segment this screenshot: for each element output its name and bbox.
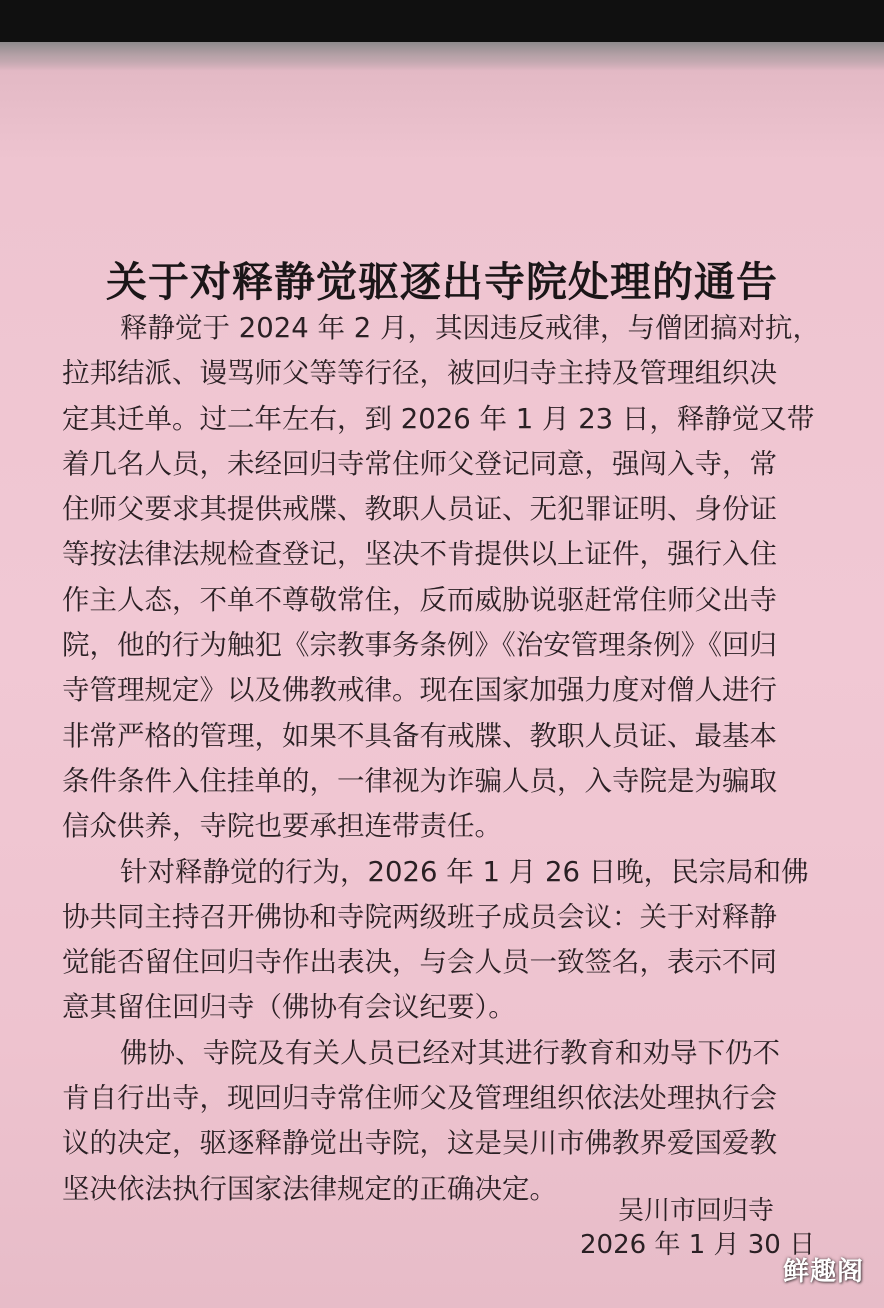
text-line: 议的决定，驱逐释静觉出寺院，这是吴川市佛教界爱国爱教 bbox=[62, 1127, 777, 1160]
signature-date: 2026 年 1 月 30 日 bbox=[580, 1230, 816, 1260]
notice-title: 关于对释静觉驱逐出寺院处理的通告 bbox=[106, 258, 778, 306]
text-line: 非常严格的管理，如果不具备有戒牒、教职人员证、最基本 bbox=[62, 719, 777, 752]
text-line: 信众供养，寺院也要承担连带责任。 bbox=[62, 810, 502, 843]
text-line: 条件条件入住挂单的，一律视为诈骗人员，入寺院是为骗取 bbox=[62, 764, 777, 797]
text-line: 针对释静觉的行为，2026 年 1 月 26 日晚，民宗局和佛 bbox=[120, 855, 809, 888]
text-line: 作主人态，不单不尊敬常住，反而威胁说驱赶常住师父出寺 bbox=[62, 583, 777, 616]
text-line: 佛协、寺院及有关人员已经对其进行教育和劝导下仍不 bbox=[120, 1036, 780, 1069]
text-line: 拉邦结派、谩骂师父等等行径，被回归寺主持及管理组织决 bbox=[62, 357, 777, 390]
text-line: 住师父要求其提供戒牒、教职人员证、无犯罪证明、身份证 bbox=[62, 493, 777, 526]
text-line: 坚决依法执行国家法律规定的正确决定。 bbox=[62, 1172, 557, 1205]
text-line: 协共同主持召开佛协和寺院两级班子成员会议：关于对释静 bbox=[62, 900, 777, 933]
text-line: 肯自行出寺，现回归寺常住师父及管理组织依法处理执行会 bbox=[62, 1082, 777, 1115]
text-line: 觉能否留住回归寺作出表决，与会人员一致签名，表示不同 bbox=[62, 946, 777, 979]
text-line: 等按法律法规检查登记，坚决不肯提供以上证件，强行入住 bbox=[62, 538, 777, 571]
text-line: 着几名人员，未经回归寺常住师父登记同意，强闯入寺，常 bbox=[62, 447, 777, 480]
watermark-logo: 鲜趣阁 bbox=[782, 1257, 864, 1287]
text-line: 意其留住回归寺（佛协有会议纪要）。 bbox=[62, 991, 516, 1024]
paragraph-3 bbox=[62, 1031, 884, 1212]
text-line: 定其迁单。过二年左右，到 2026 年 1 月 23 日，释静觉又带 bbox=[62, 402, 815, 435]
notice-body bbox=[62, 306, 884, 1212]
signature-org: 吴川市回归寺 bbox=[618, 1196, 775, 1226]
text-line: 释静觉于 2024 年 2 月，其因违反戒律，与僧团搞对抗， bbox=[120, 312, 820, 344]
text-line: 寺管理规定》以及佛教戒律。现在国家加强力度对僧人进行 bbox=[62, 674, 777, 707]
top-dark-band bbox=[0, 0, 884, 42]
paragraph-1 bbox=[62, 306, 884, 850]
paragraph-2 bbox=[62, 850, 884, 1031]
text-line: 院，他的行为触犯《宗教事务条例》《治安管理条例》《回归 bbox=[62, 629, 777, 662]
